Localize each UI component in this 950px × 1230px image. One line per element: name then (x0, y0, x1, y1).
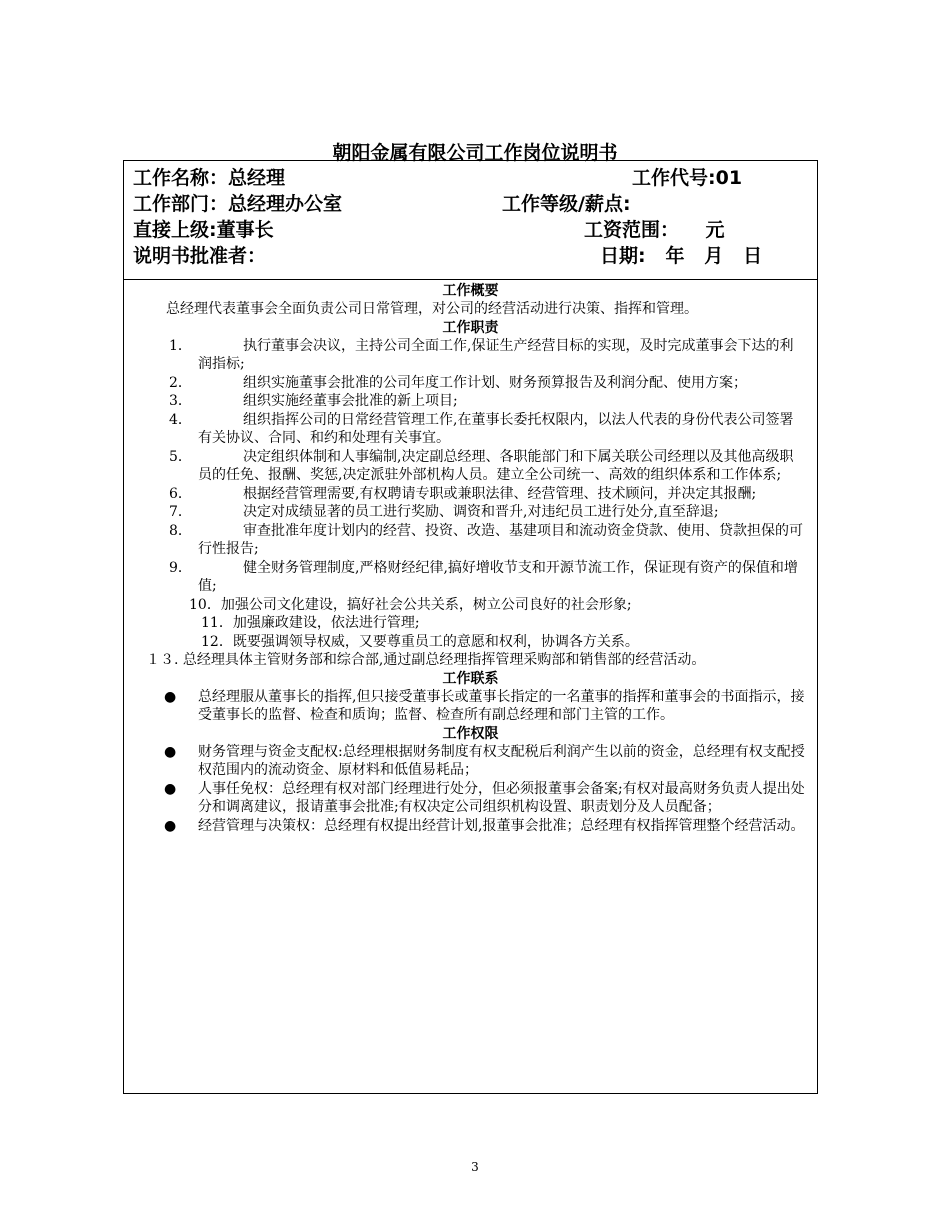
duty-number: 9． (169, 559, 192, 576)
duty-text: 组织实施经董事会批准的新上项目; (243, 393, 458, 409)
duty-item (124, 337, 817, 374)
duty-number: 4． (169, 411, 192, 428)
overview-text: 总经理代表董事会全面负责公司日常管理，对公司的经营活动进行决策、指挥和管理。 (166, 301, 698, 317)
duty-item (124, 374, 817, 393)
duty-number: 5． (169, 448, 192, 465)
duty-number: 1． (169, 337, 192, 354)
duty-item (124, 448, 817, 485)
approver: 说明书批准者： (133, 245, 267, 267)
job-code: 工作代号:01 (632, 167, 743, 189)
duty-item (124, 503, 817, 522)
job-name: 工作名称：总经理 (133, 167, 286, 189)
duty-item (124, 485, 817, 504)
duties-list (124, 337, 817, 670)
authority-item (124, 817, 817, 836)
grade: 工作等级/薪点: (502, 193, 631, 215)
duty-text: 组织实施董事会批准的公司年度工作计划、财务预算报告及利润分配、使用方案； (243, 374, 747, 391)
authority-text: 财务管理与资金支配权:总经理根据财务制度有权支配税后利润产生以前的资金，总经理有权支配授权范围内的流动资金、原材料和低值易耗品； (198, 743, 805, 778)
duty-number: 8． (169, 522, 192, 539)
duty-number: 7． (169, 504, 192, 520)
content-section (124, 280, 817, 835)
duty-text: 组织指挥公司的日常经营管理工作,在董事长委托权限内，以法人代表的身份代表公司签署有关协议、合同、和约和处理有关事宜。 (198, 411, 794, 446)
authority-item (124, 780, 817, 817)
bullet-icon: ● (164, 780, 177, 797)
duty-item (124, 392, 817, 411)
duty-item-13: １３. 总经理具体主管财务部和综合部,通过副总经理指挥管理采购部和销售部的经营活动。 (146, 652, 706, 668)
duty-item-10: 10．加强公司文化建设，搞好社会公共关系，树立公司良好的社会形象; (189, 596, 632, 613)
duty-text: 决定组织体制和人事编制,决定副总经理、各职能部门和下属关联公司经理以及其他高级职员的任免、报酬、奖惩,决定派驻外部机构人员。建立全公司统一、高效的组织体系和工作体系; (198, 448, 794, 483)
relations-heading: 工作联系 (442, 670, 499, 687)
authority-text: 经营管理与决策权：总经理有权提出经营计划,报董事会批准；总经理有权指挥管理整个经营活动。 (198, 817, 805, 834)
duty-number: 3． (169, 393, 192, 409)
duty-item-11: 11．加强廉政建设，依法进行管理; (201, 615, 420, 631)
authority-item (124, 743, 817, 780)
job-description-table (123, 160, 818, 1094)
header-section (124, 161, 817, 280)
bullet-icon: ● (164, 743, 177, 760)
duties-heading: 工作职责 (442, 319, 499, 336)
duty-item-12: 12．既要强调领导权威，又要尊重员工的意愿和权利，协调各方关系。 (201, 633, 639, 650)
duty-text: 执行董事会决议，主持公司全面工作,保证生产经营目标的实现，及时完成董事会下达的利润指标; (198, 337, 794, 372)
duty-item (124, 559, 817, 596)
duty-text: 根据经营管理需要,有权聘请专职或兼职法律、经营管理、技术顾问，并决定其报酬; (243, 485, 757, 502)
relations-text: 总经理服从董事长的指挥,但只接受董事长或董事长指定的一名董事的指挥和董事会的书面指示，接受董事长的监督、检查和质询；监督、检查所有副总经理和部门主管的工作。 (198, 688, 805, 723)
authority-heading: 工作权限 (442, 725, 499, 742)
page-number: 3 (471, 1160, 479, 1174)
duty-text: 审查批准年度计划内的经营、投资、改造、基建项目和流动资金贷款、使用、贷款担保的可行性报告; (198, 522, 803, 557)
bullet-icon: ● (164, 817, 177, 834)
overview-heading: 工作概要 (442, 283, 499, 299)
bullet-icon: ● (164, 688, 177, 705)
duty-item (124, 522, 817, 559)
duty-text: 决定对成绩显著的员工进行奖励、调资和晋升,对违纪员工进行处分,直至辞退; (243, 504, 719, 520)
duty-text: 健全财务管理制度,严格财经纪律,搞好增收节支和开源节流工作，保证现有资产的保值和增值; (198, 559, 798, 594)
approval-date: 日期: 年 月 日 (600, 245, 763, 267)
duty-item (124, 411, 817, 448)
duty-number: 2． (169, 374, 192, 391)
relations-item (124, 688, 817, 725)
duty-number: 6． (169, 485, 192, 502)
document-title: 朝阳金属有限公司工作岗位说明书 (332, 142, 618, 164)
authority-text: 人事任免权：总经理有权对部门经理进行处分，但必须报董事会备案;有权对最高财务负责人提出处分和调离建议，报请董事会批准;有权决定公司组织机构设置、职责划分及人员配备； (198, 780, 805, 815)
department: 工作部门：总经理办公室 (133, 193, 343, 215)
salary-range: 工资范围： 元 (584, 219, 725, 241)
direct-superior: 直接上级:董事长 (133, 219, 274, 241)
